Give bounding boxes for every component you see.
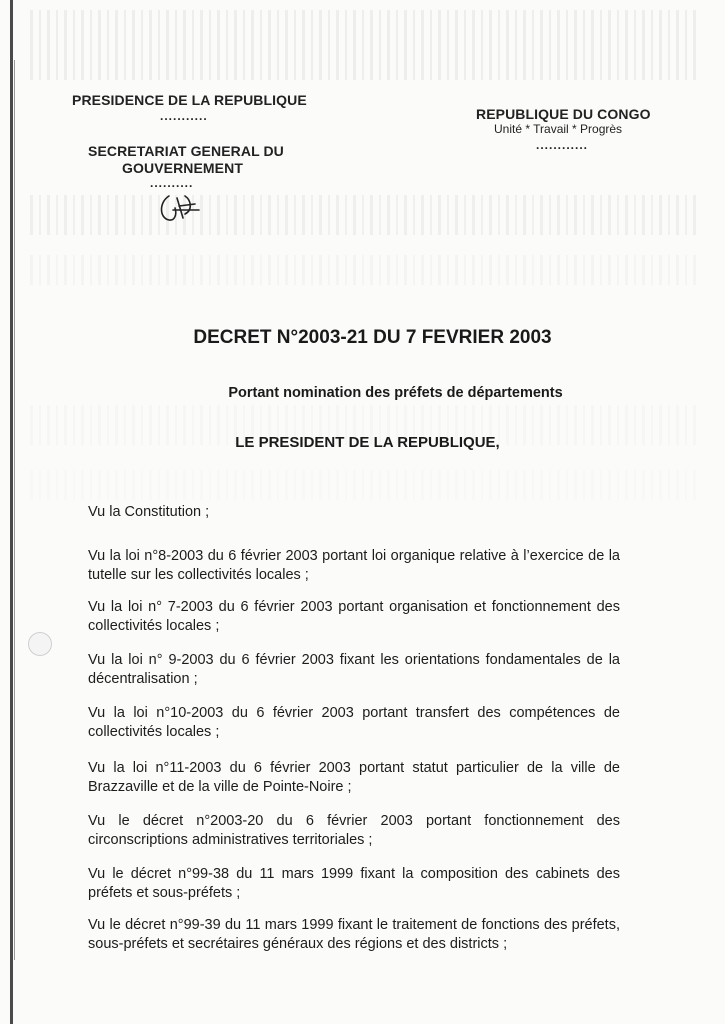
scan-edge-shadow bbox=[10, 0, 13, 1024]
header-separator: .......... bbox=[150, 176, 194, 190]
secretariat-heading: SECRETARIAT GENERAL DU bbox=[88, 143, 284, 159]
header-separator: ........... bbox=[160, 109, 208, 123]
visa-paragraph: Vu le décret n°99-38 du 11 mars 1999 fixant la composition des cabinets des préfets et sous-préfets ; bbox=[88, 866, 620, 901]
scan-noise-band bbox=[30, 195, 700, 235]
scan-edge-line bbox=[14, 60, 15, 960]
visa-paragraph: Vu la loi n°10-2003 du 6 février 2003 portant transfert des compétences de collectivités locales ; bbox=[88, 705, 620, 740]
decree-title: DECRET N°2003-21 DU 7 FEVRIER 2003 bbox=[193, 327, 552, 348]
visa-paragraph: Vu la Constitution ; bbox=[88, 504, 210, 520]
handwritten-initials bbox=[155, 188, 205, 228]
visa-paragraph: Vu la loi n°8-2003 du 6 février 2003 portant loi organique relative à l’exercice de la tutelle sur les collectivités locales ; bbox=[88, 548, 620, 583]
national-motto: Unité * Travail * Progrès bbox=[494, 122, 623, 136]
presidency-heading: PRESIDENCE DE LA REPUBLIQUE bbox=[72, 92, 307, 108]
scan-noise-band bbox=[30, 255, 700, 285]
visa-paragraph: Vu la loi n° 9-2003 du 6 février 2003 fixant les orientations fondamentales de la décentralisation ; bbox=[88, 652, 620, 687]
punch-hole bbox=[28, 632, 52, 656]
scan-noise-band bbox=[30, 10, 700, 80]
decree-subtitle: Portant nomination des préfets de départements bbox=[228, 385, 563, 401]
republic-heading: REPUBLIQUE DU CONGO bbox=[476, 106, 651, 122]
government-heading: GOUVERNEMENT bbox=[122, 160, 243, 176]
header-separator: ............ bbox=[536, 138, 589, 152]
visa-paragraph: Vu le décret n°2003-20 du 6 février 2003 portant fonctionnement des circonscriptions administratives territoriales ; bbox=[88, 813, 620, 848]
visa-paragraph: Vu le décret n°99-39 du 11 mars 1999 fixant le traitement de fonctions des préfets, sous-préfets et secrétaires généraux des régions et des districts ; bbox=[88, 917, 620, 952]
scan-noise-band bbox=[30, 470, 700, 500]
visa-paragraph: Vu la loi n° 7-2003 du 6 février 2003 portant organisation et fonctionnement des collectivités locales ; bbox=[88, 599, 620, 634]
visa-paragraph: Vu la loi n°11-2003 du 6 février 2003 portant statut particulier de la ville de Brazzaville et de la ville de Pointe-Noire ; bbox=[88, 760, 620, 795]
authority-line: LE PRESIDENT DE LA REPUBLIQUE, bbox=[235, 434, 500, 451]
